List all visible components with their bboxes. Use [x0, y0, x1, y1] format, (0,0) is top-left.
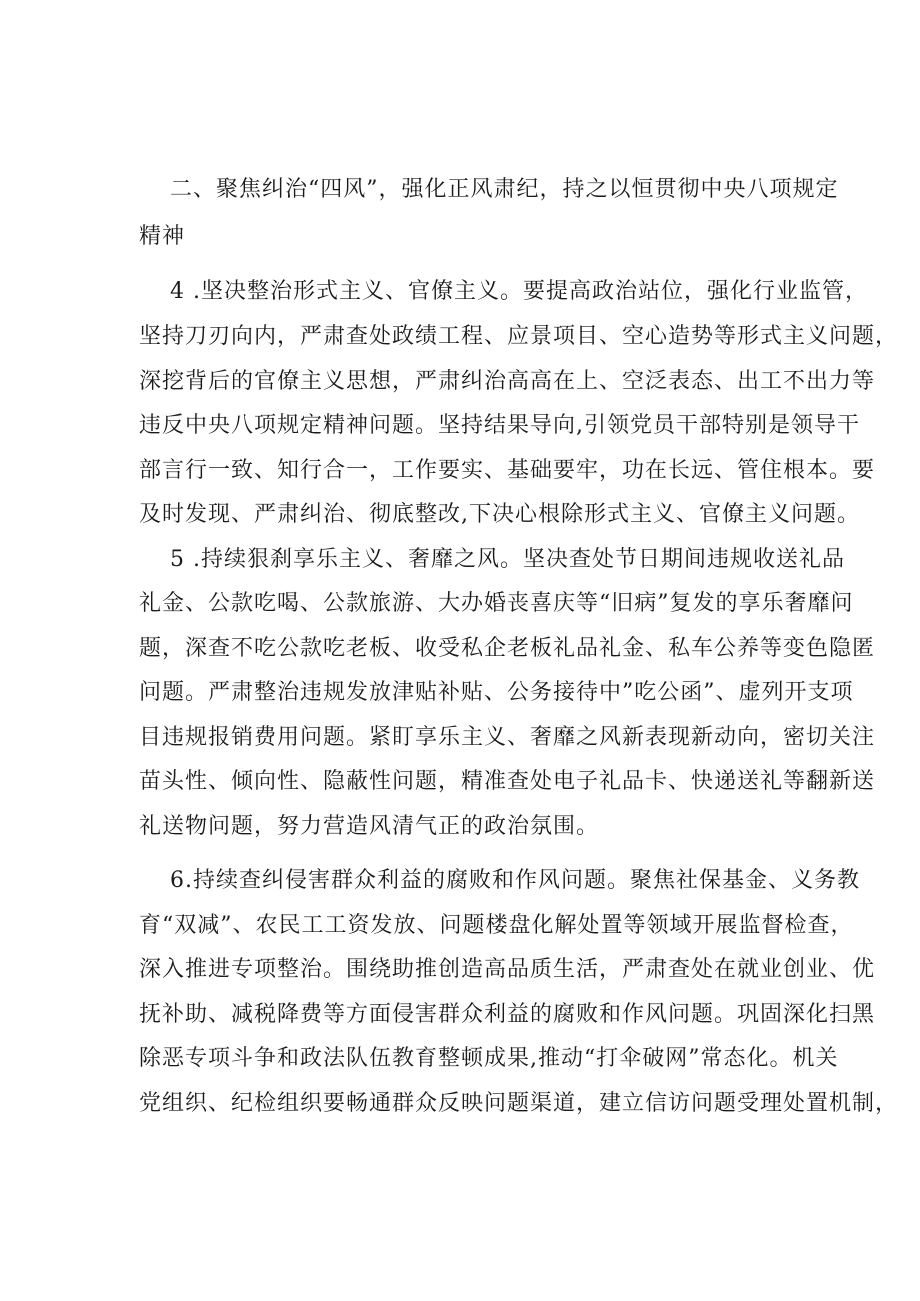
paragraph-6-line-1: 6.持续查纠侵害群众利益的腐败和作风问题。聚焦社保基金、义务教 [170, 868, 860, 893]
paragraph-6-line-6: 党组织、纪检组织要畅通群众反映问题渠道，建立信访问题受理处置机制， [139, 1091, 899, 1116]
paragraph-4-line-2: 坚持刀刃向内，严肃查处政绩工程、应景项目、空心造势等形式主义问题， [139, 324, 899, 349]
paragraph-5-line-4: 问题。严肃整治违规发放津贴补贴、公务接待中”吃公函”、虚列开支项 [139, 680, 854, 705]
paragraph-5-line-3: 题，深查不吃公款吃老板、收受私企老板礼品礼金、私车公养等变色隐匿 [139, 636, 876, 661]
paragraph-4-line-6: 及时发现、严肃纠治、彻底整改,下决心根除形式主义、官僚主义问题。 [139, 502, 860, 527]
paragraph-4-line-1: 4 .坚决整治形式主义、官僚主义。要提高政治站位，强化行业监管， [170, 279, 868, 304]
paragraph-5-line-2: 礼金、公款吃喝、公款旅游、大办婚丧喜庆等“旧病”复发的享乐奢靡问 [139, 591, 854, 616]
paragraph-5-line-1: 5 .持续狠刹享乐主义、奢靡之风。坚决查处节日期间违规收送礼品 [170, 547, 845, 572]
section-heading-line-2: 精神 [139, 224, 186, 249]
section-heading-line-1: 二、聚焦纠治“四风”，强化正风肃纪，持之以恒贯彻中央八项规定 [170, 177, 839, 202]
paragraph-6-line-2: 育“双减”、农民工工资发放、问题楼盘化解处置等领域开展监督检查， [139, 913, 854, 938]
paragraph-4-line-4: 违反中央八项规定精神问题。坚持结果导向,引领党员干部特别是领导干 [139, 413, 860, 438]
paragraph-5-line-7: 礼送物问题，努力营造风清气正的政治氛围。 [139, 814, 600, 839]
paragraph-6-line-3: 深入推进专项整治。围绕助推创造高品质生活，严肃查处在就业创业、优 [139, 957, 876, 982]
paragraph-4-line-3: 深挖背后的官僚主义思想，严肃纠治高高在上、空泛表态、出工不出力等 [139, 369, 876, 394]
paragraph-5-line-5: 目违规报销费用问题。紧盯享乐主义、奢靡之风新表现新动向，密切关注 [139, 725, 876, 750]
paragraph-6-line-5: 除恶专项斗争和政法队伍教育整顿成果,推动“打伞破网”常态化。机关 [139, 1046, 839, 1071]
paragraph-5-line-6: 苗头性、倾向性、隐蔽性问题，精准查处电子礼品卡、快递送礼等翻新送 [139, 769, 876, 794]
paragraph-4-line-5: 部言行一致、知行合一，工作要实、基础要牢，功在长远、管住根本。要 [139, 458, 876, 483]
paragraph-6-line-4: 抚补助、减税降费等方面侵害群众利益的腐败和作风问题。巩固深化扫黑 [139, 1002, 876, 1027]
